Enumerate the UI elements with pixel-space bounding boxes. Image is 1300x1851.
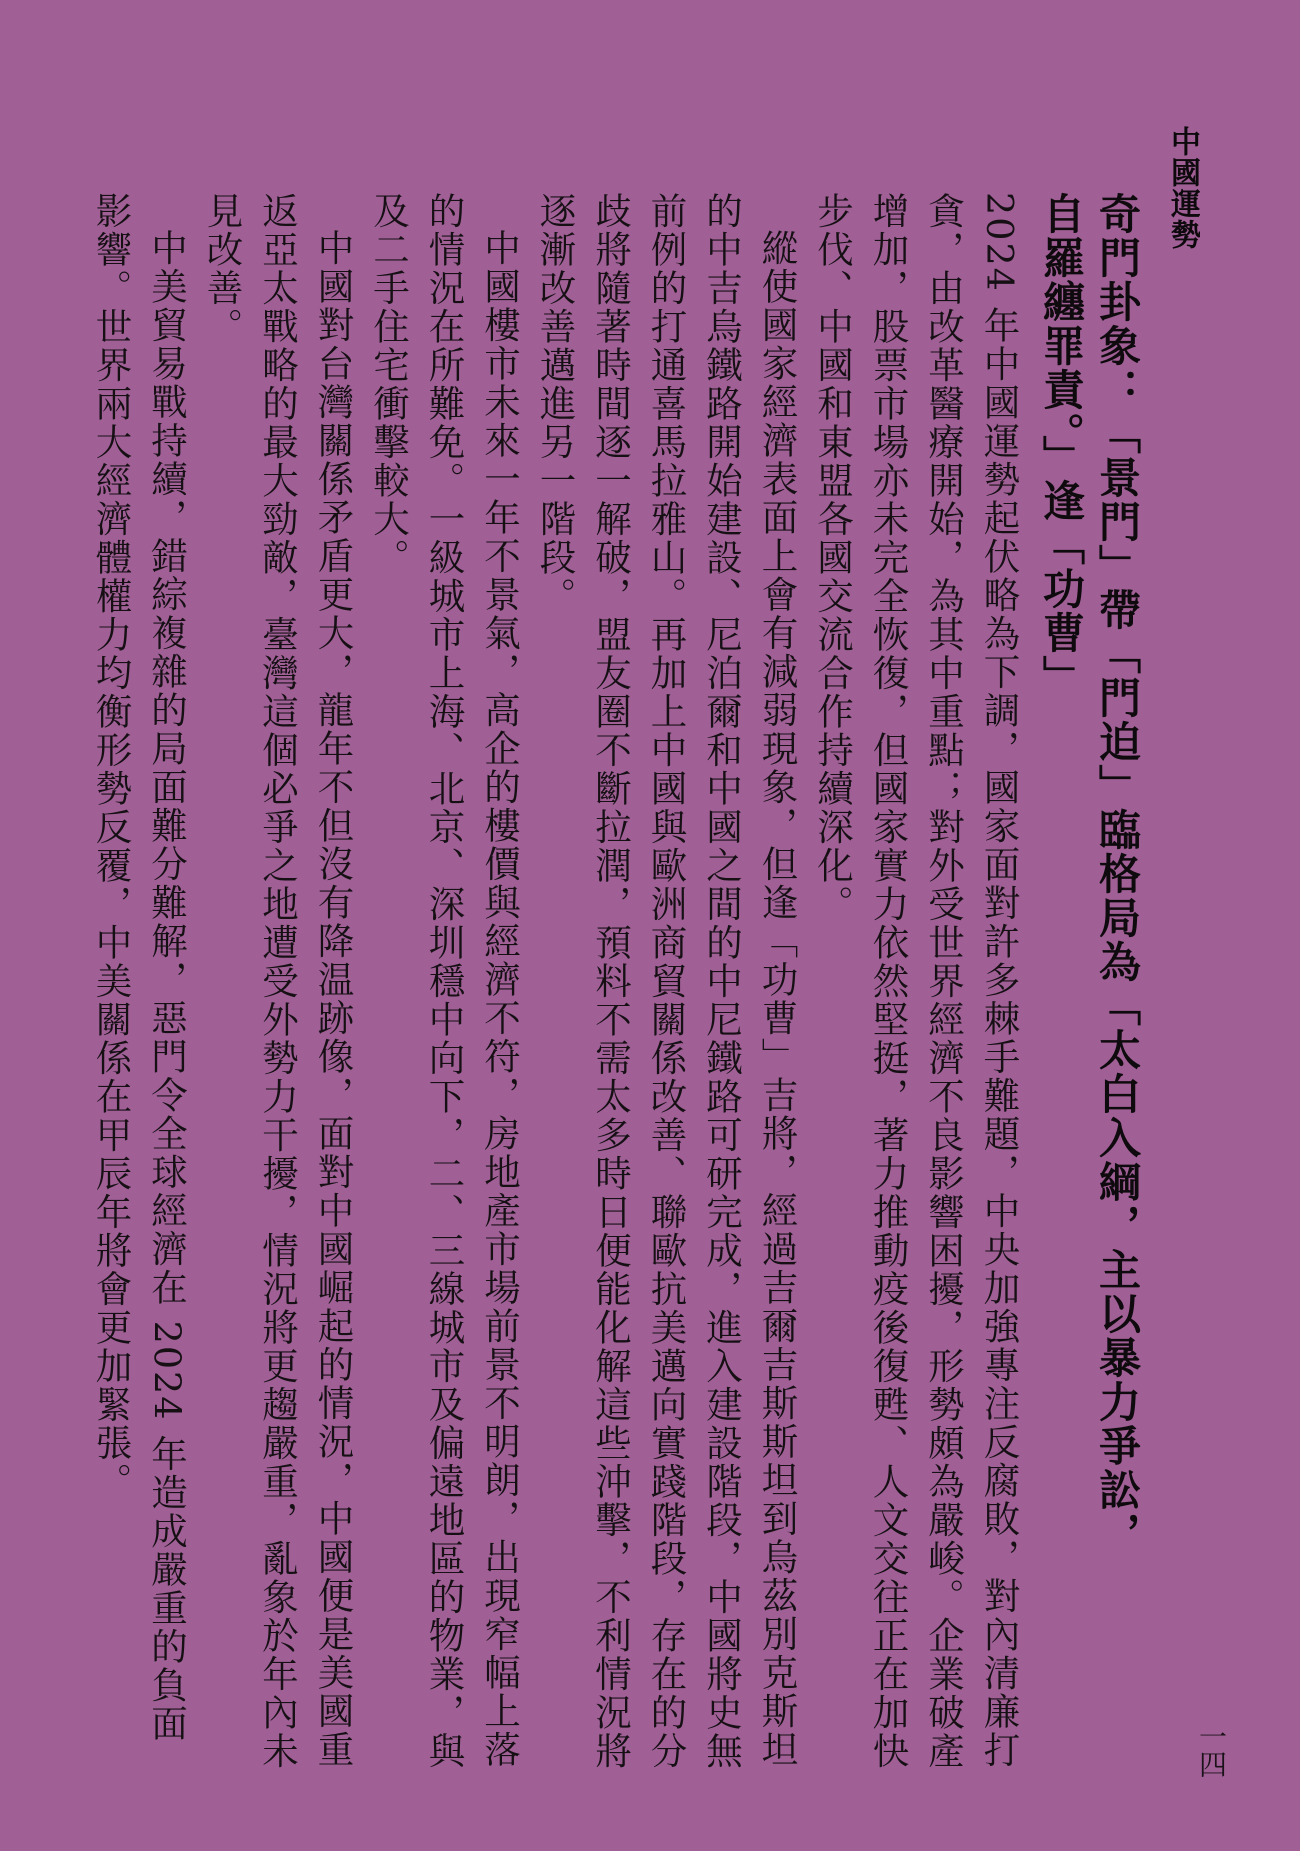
headline	[1033, 192, 1145, 1772]
headline-line-2: 自羅纏罪責。」逢「功曹」	[1037, 192, 1086, 699]
page-number: 一四	[1195, 1722, 1228, 1778]
paragraph-trade-war: 中美貿易戰持續，錯綜複雜的局面難分難解，惡門令全球經濟在 2024 年造成嚴重的負面影響。世界兩大經濟體權力均衡形勢反覆，中美關係在甲辰年將會更加緊張。	[90, 192, 189, 1743]
headline-line-1: 奇門卦象：「景門」帶「門迫」臨格局為「太白入綱，主以暴力爭訟，	[1093, 192, 1142, 1556]
paragraph-taiwan-relations: 中國對台灣關係矛盾更大，龍年不但沒有降温跡像，面對中國崛起的情況，中國便是美國重返亞太戰略的最大勁敵，臺灣這個必爭之地遭受外勢力干擾，情況將更趨嚴重，亂象於年內未見改善。	[201, 192, 355, 1771]
section-label: 中國運勢	[1165, 126, 1200, 250]
paragraph-economy-railways: 縱使國家經濟表面上會有減弱現象，但逢「功曹」吉將，經過吉爾吉斯斯坦到烏茲別克斯坦的中吉烏鐵路開始建設、尼泊爾和中國之間的中尼鐵路可研完成，進入建設階段，中國將史無前例的打通喜馬拉雅山。再加上中國與歐洲商貿關係改善、聯歐抗美邁向實踐階段，存在的分歧將隨著時間逐一解破，盟友圈不斷拉潤，預料不需太多時日便能化解這些沖擊，不利情況將逐漸改善邁進另一階段。	[534, 192, 799, 1771]
article	[90, 192, 1145, 1772]
paragraph-property-market: 中國樓市未來一年不景氣，高企的樓價與經濟不符，房地產市場前景不明朗，出現窄幅上落的情況在所難免。一級城市上海、北京、深圳穩中向下，二、三線城市及偏遠地區的物業，與及二手住宅衝擊較大。	[367, 192, 522, 1771]
paragraph-overview: 2024 年中國運勢起伏略為下調，國家面對許多棘手難題，中央加強專注反腐敗，對內清廉打貪，由改革醫療開始，為其中重點；對外受世界經濟不良影響困擾，形勢頗為嚴峻。企業破產增加，股票市場亦未完全恢復，但國家實力依然堅挺，著力推動疫後復甦、人文交往正在加快步伐、中國和東盟各國交流合作持續深化。	[811, 192, 1021, 1771]
